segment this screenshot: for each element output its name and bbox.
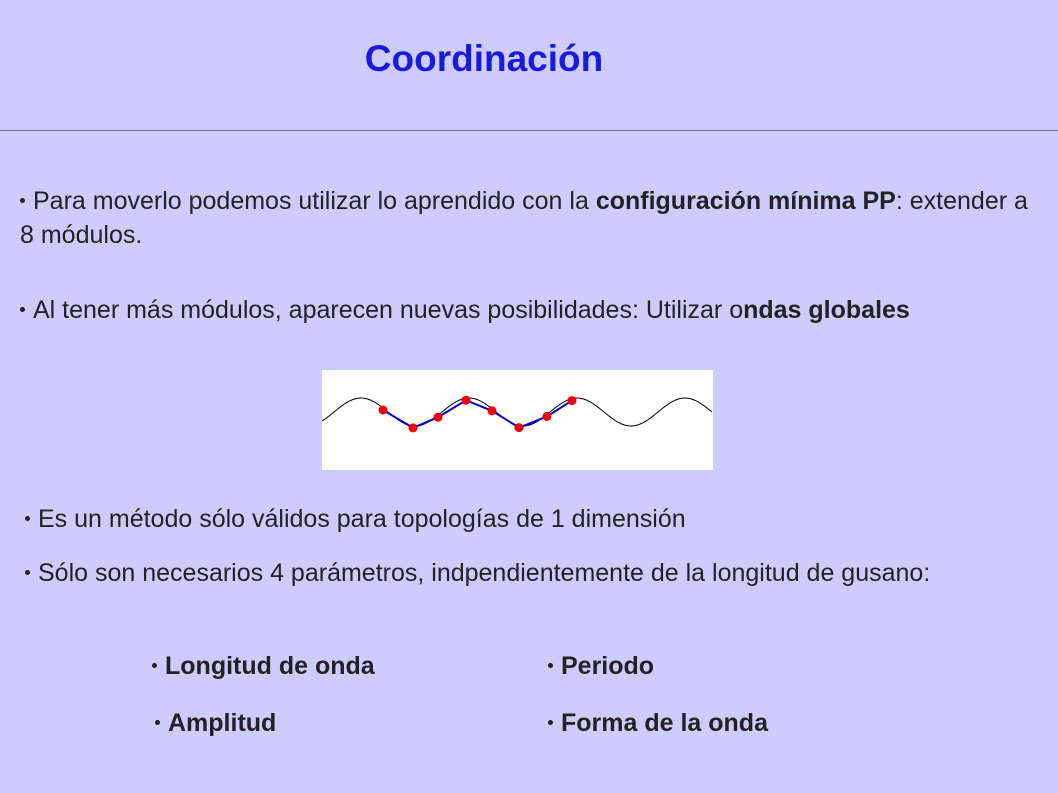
bullet-1 [20,184,1030,252]
bullet-dot [25,516,30,521]
module-dots [379,396,577,433]
bullet-2-bold: ndas globales [743,296,910,324]
bullet-1-bold: configuración mínima PP [595,187,896,215]
bullet-dot [152,663,157,668]
param-label: Longitud de onda [165,652,375,680]
module-dot [488,406,497,415]
bullet-1-text-start: Para moverlo podemos utilizar lo aprendido con la [33,187,596,215]
wave-diagram [322,370,713,470]
param-label: Amplitud [168,709,277,737]
param-waveform [548,709,768,738]
bullet-dot [20,198,25,203]
param-wavelength [152,652,375,681]
bullet-dot [548,663,553,668]
module-dot [409,423,418,432]
module-dot [462,396,471,405]
param-period [548,652,654,681]
module-dot [568,396,577,405]
bullet-4 [25,556,1035,590]
bullet-3 [25,502,1035,536]
param-label: Periodo [561,652,655,680]
global-wave-figure [322,370,713,470]
param-label: Forma de la onda [561,709,768,737]
bullet-2 [20,293,1030,327]
title-divider [0,130,1058,131]
module-dot [543,412,552,421]
slide-title: Coordinación [364,38,604,79]
bullet-dot [20,307,25,312]
param-amplitude [155,709,276,738]
module-dot [434,413,443,422]
bullet-dot [155,720,160,725]
bullet-1-text-end: : extender a 8 módulos. [20,187,1028,249]
bullet-2-text: Al tener más módulos, aparecen nuevas posibilidades: Utilizar o [33,296,744,324]
module-dot [379,405,388,414]
bullet-4-text: Sólo son necesarios 4 parámetros, indpendientemente de la longitud de gusano: [38,559,931,587]
bullet-dot [548,720,553,725]
bullet-dot [25,570,30,575]
bullet-3-text: Es un método sólo válidos para topologías de 1 dimensión [38,505,686,533]
module-dot [515,423,524,432]
